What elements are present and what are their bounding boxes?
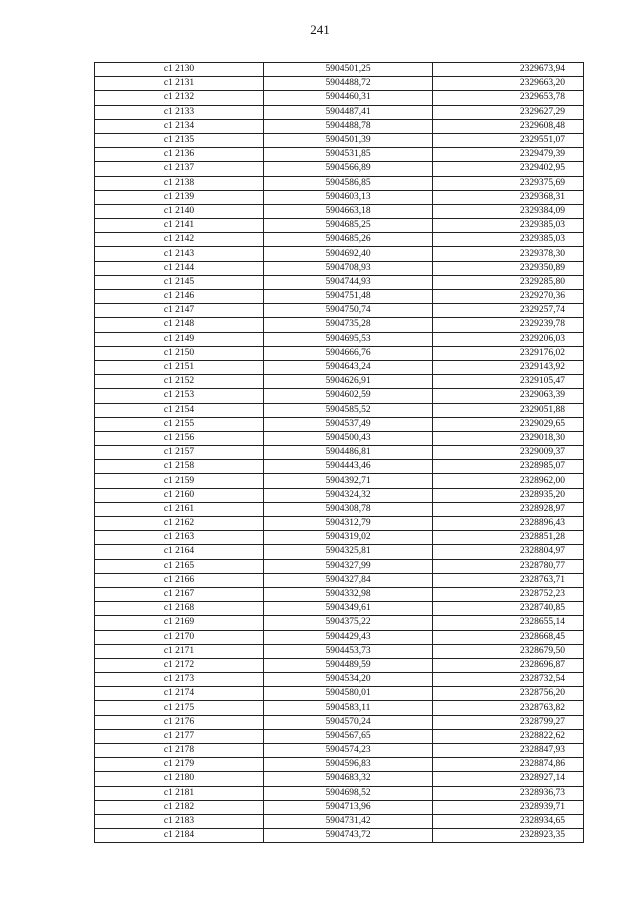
table-row [95,786,584,800]
y-coordinate-cell: 2329143,92 [433,360,584,374]
y-coordinate-cell: 2328756,20 [433,687,584,701]
y-coordinate-cell: 2328822,62 [433,729,584,743]
table-row [95,417,584,431]
y-coordinate-cell: 2329063,39 [433,389,584,403]
y-coordinate-cell: 2329105,47 [433,375,584,389]
y-coordinate-cell: 2328935,20 [433,488,584,502]
table-row [95,162,584,176]
table-row [95,644,584,658]
point-id-cell: c1 2142 [95,233,264,247]
table-row [95,332,584,346]
table-row [95,602,584,616]
x-coordinate-cell: 5904683,32 [264,772,433,786]
table-row [95,616,584,630]
x-coordinate-cell: 5904501,25 [264,63,433,77]
point-id-cell: c1 2134 [95,119,264,133]
table-row [95,701,584,715]
point-id-cell: c1 2130 [95,63,264,77]
y-coordinate-cell: 2329368,31 [433,190,584,204]
table-row [95,389,584,403]
x-coordinate-cell: 5904698,52 [264,786,433,800]
x-coordinate-cell: 5904580,01 [264,687,433,701]
point-id-cell: c1 2140 [95,204,264,218]
x-coordinate-cell: 5904392,71 [264,474,433,488]
y-coordinate-cell: 2329206,03 [433,332,584,346]
y-coordinate-cell: 2328847,93 [433,744,584,758]
y-coordinate-cell: 2328934,65 [433,814,584,828]
table-row [95,687,584,701]
table-row [95,375,584,389]
point-id-cell: c1 2159 [95,474,264,488]
point-id-cell: c1 2181 [95,786,264,800]
table-row [95,77,584,91]
y-coordinate-cell: 2329350,89 [433,261,584,275]
x-coordinate-cell: 5904443,46 [264,460,433,474]
x-coordinate-cell: 5904489,59 [264,658,433,672]
point-id-cell: c1 2145 [95,275,264,289]
point-id-cell: c1 2141 [95,219,264,233]
x-coordinate-cell: 5904312,79 [264,517,433,531]
point-id-cell: c1 2153 [95,389,264,403]
x-coordinate-cell: 5904534,20 [264,673,433,687]
x-coordinate-cell: 5904488,72 [264,77,433,91]
point-id-cell: c1 2148 [95,318,264,332]
table-row [95,360,584,374]
point-id-cell: c1 2183 [95,814,264,828]
y-coordinate-cell: 2329551,07 [433,133,584,147]
y-coordinate-cell: 2328763,71 [433,573,584,587]
table-row [95,559,584,573]
y-coordinate-cell: 2329479,39 [433,148,584,162]
point-id-cell: c1 2167 [95,587,264,601]
table-row [95,573,584,587]
point-id-cell: c1 2135 [95,133,264,147]
x-coordinate-cell: 5904570,24 [264,715,433,729]
y-coordinate-cell: 2329385,03 [433,219,584,233]
table-row [95,715,584,729]
y-coordinate-cell: 2328668,45 [433,630,584,644]
table-row [95,744,584,758]
x-coordinate-cell: 5904685,25 [264,219,433,233]
table-row [95,431,584,445]
x-coordinate-cell: 5904332,98 [264,587,433,601]
table-row [95,91,584,105]
point-id-cell: c1 2132 [95,91,264,105]
y-coordinate-cell: 2329608,48 [433,119,584,133]
y-coordinate-cell: 2329009,37 [433,446,584,460]
x-coordinate-cell: 5904643,24 [264,360,433,374]
x-coordinate-cell: 5904735,28 [264,318,433,332]
table-row [95,290,584,304]
x-coordinate-cell: 5904487,41 [264,105,433,119]
y-coordinate-cell: 2329285,80 [433,275,584,289]
y-coordinate-cell: 2328799,27 [433,715,584,729]
table-row [95,474,584,488]
y-coordinate-cell: 2328679,50 [433,644,584,658]
x-coordinate-cell: 5904308,78 [264,502,433,516]
x-coordinate-cell: 5904750,74 [264,304,433,318]
table-row [95,829,584,843]
y-coordinate-cell: 2328923,35 [433,829,584,843]
table-row [95,587,584,601]
x-coordinate-cell: 5904663,18 [264,204,433,218]
point-id-cell: c1 2138 [95,176,264,190]
table-row [95,119,584,133]
table-row [95,630,584,644]
y-coordinate-cell: 2328985,07 [433,460,584,474]
x-coordinate-cell: 5904583,11 [264,701,433,715]
point-id-cell: c1 2156 [95,431,264,445]
y-coordinate-cell: 2329029,65 [433,417,584,431]
y-coordinate-cell: 2329270,36 [433,290,584,304]
x-coordinate-cell: 5904744,93 [264,275,433,289]
point-id-cell: c1 2182 [95,800,264,814]
point-id-cell: c1 2160 [95,488,264,502]
point-id-cell: c1 2173 [95,673,264,687]
point-id-cell: c1 2169 [95,616,264,630]
y-coordinate-cell: 2328874,86 [433,758,584,772]
point-id-cell: c1 2137 [95,162,264,176]
table-row [95,148,584,162]
y-coordinate-cell: 2328752,23 [433,587,584,601]
x-coordinate-cell: 5904743,72 [264,829,433,843]
x-coordinate-cell: 5904501,39 [264,133,433,147]
y-coordinate-cell: 2328851,28 [433,531,584,545]
x-coordinate-cell: 5904574,23 [264,744,433,758]
table-row [95,219,584,233]
x-coordinate-cell: 5904685,26 [264,233,433,247]
coordinates-table-body [95,63,584,843]
point-id-cell: c1 2170 [95,630,264,644]
x-coordinate-cell: 5904751,48 [264,290,433,304]
point-id-cell: c1 2180 [95,772,264,786]
table-row [95,105,584,119]
point-id-cell: c1 2136 [95,148,264,162]
x-coordinate-cell: 5904596,83 [264,758,433,772]
point-id-cell: c1 2150 [95,346,264,360]
table-row [95,446,584,460]
point-id-cell: c1 2143 [95,247,264,261]
table-row [95,658,584,672]
table-row [95,758,584,772]
point-id-cell: c1 2164 [95,545,264,559]
x-coordinate-cell: 5904327,84 [264,573,433,587]
point-id-cell: c1 2158 [95,460,264,474]
point-id-cell: c1 2166 [95,573,264,587]
table-row [95,176,584,190]
table-row [95,261,584,275]
point-id-cell: c1 2168 [95,602,264,616]
point-id-cell: c1 2177 [95,729,264,743]
y-coordinate-cell: 2328655,14 [433,616,584,630]
table-row [95,204,584,218]
point-id-cell: c1 2165 [95,559,264,573]
table-row [95,133,584,147]
point-id-cell: c1 2146 [95,290,264,304]
point-id-cell: c1 2178 [95,744,264,758]
table-row [95,233,584,247]
x-coordinate-cell: 5904585,52 [264,403,433,417]
point-id-cell: c1 2147 [95,304,264,318]
point-id-cell: c1 2133 [95,105,264,119]
x-coordinate-cell: 5904537,49 [264,417,433,431]
table-row [95,318,584,332]
point-id-cell: c1 2176 [95,715,264,729]
coordinates-table [94,62,584,843]
table-row [95,488,584,502]
x-coordinate-cell: 5904327,99 [264,559,433,573]
y-coordinate-cell: 2329663,20 [433,77,584,91]
x-coordinate-cell: 5904626,91 [264,375,433,389]
x-coordinate-cell: 5904708,93 [264,261,433,275]
point-id-cell: c1 2172 [95,658,264,672]
point-id-cell: c1 2174 [95,687,264,701]
point-id-cell: c1 2152 [95,375,264,389]
y-coordinate-cell: 2328927,14 [433,772,584,786]
table-row [95,346,584,360]
table-row [95,460,584,474]
table-row [95,517,584,531]
y-coordinate-cell: 2329384,09 [433,204,584,218]
y-coordinate-cell: 2328936,73 [433,786,584,800]
x-coordinate-cell: 5904460,31 [264,91,433,105]
point-id-cell: c1 2144 [95,261,264,275]
y-coordinate-cell: 2328780,77 [433,559,584,573]
y-coordinate-cell: 2329239,78 [433,318,584,332]
y-coordinate-cell: 2328896,43 [433,517,584,531]
x-coordinate-cell: 5904731,42 [264,814,433,828]
table-row [95,531,584,545]
table-row [95,545,584,559]
point-id-cell: c1 2139 [95,190,264,204]
x-coordinate-cell: 5904586,85 [264,176,433,190]
y-coordinate-cell: 2328732,54 [433,673,584,687]
x-coordinate-cell: 5904567,65 [264,729,433,743]
point-id-cell: c1 2149 [95,332,264,346]
point-id-cell: c1 2179 [95,758,264,772]
x-coordinate-cell: 5904500,43 [264,431,433,445]
table-row [95,403,584,417]
x-coordinate-cell: 5904325,81 [264,545,433,559]
y-coordinate-cell: 2328763,82 [433,701,584,715]
table-row [95,304,584,318]
x-coordinate-cell: 5904603,13 [264,190,433,204]
x-coordinate-cell: 5904531,85 [264,148,433,162]
x-coordinate-cell: 5904486,81 [264,446,433,460]
y-coordinate-cell: 2328740,85 [433,602,584,616]
x-coordinate-cell: 5904602,59 [264,389,433,403]
table-row [95,772,584,786]
y-coordinate-cell: 2328928,97 [433,502,584,516]
point-id-cell: c1 2131 [95,77,264,91]
table-row [95,800,584,814]
x-coordinate-cell: 5904453,73 [264,644,433,658]
y-coordinate-cell: 2329653,78 [433,91,584,105]
table-row [95,673,584,687]
table-row [95,502,584,516]
point-id-cell: c1 2154 [95,403,264,417]
x-coordinate-cell: 5904566,89 [264,162,433,176]
x-coordinate-cell: 5904666,76 [264,346,433,360]
y-coordinate-cell: 2328962,00 [433,474,584,488]
point-id-cell: c1 2151 [95,360,264,374]
y-coordinate-cell: 2329673,94 [433,63,584,77]
table-row [95,729,584,743]
table-row [95,190,584,204]
y-coordinate-cell: 2329378,30 [433,247,584,261]
point-id-cell: c1 2162 [95,517,264,531]
point-id-cell: c1 2175 [95,701,264,715]
table-row [95,247,584,261]
y-coordinate-cell: 2329375,69 [433,176,584,190]
point-id-cell: c1 2155 [95,417,264,431]
y-coordinate-cell: 2329385,03 [433,233,584,247]
y-coordinate-cell: 2328939,71 [433,800,584,814]
y-coordinate-cell: 2329627,29 [433,105,584,119]
y-coordinate-cell: 2329402,95 [433,162,584,176]
x-coordinate-cell: 5904429,43 [264,630,433,644]
y-coordinate-cell: 2328804,97 [433,545,584,559]
table-row [95,814,584,828]
table-row [95,63,584,77]
y-coordinate-cell: 2329257,74 [433,304,584,318]
y-coordinate-cell: 2328696,87 [433,658,584,672]
x-coordinate-cell: 5904692,40 [264,247,433,261]
x-coordinate-cell: 5904375,22 [264,616,433,630]
y-coordinate-cell: 2329176,02 [433,346,584,360]
point-id-cell: c1 2171 [95,644,264,658]
table-row [95,275,584,289]
x-coordinate-cell: 5904713,96 [264,800,433,814]
x-coordinate-cell: 5904319,02 [264,531,433,545]
page-number: 241 [310,22,330,37]
point-id-cell: c1 2184 [95,829,264,843]
point-id-cell: c1 2157 [95,446,264,460]
x-coordinate-cell: 5904695,53 [264,332,433,346]
x-coordinate-cell: 5904349,61 [264,602,433,616]
x-coordinate-cell: 5904488,78 [264,119,433,133]
point-id-cell: c1 2163 [95,531,264,545]
x-coordinate-cell: 5904324,32 [264,488,433,502]
y-coordinate-cell: 2329018,30 [433,431,584,445]
y-coordinate-cell: 2329051,88 [433,403,584,417]
point-id-cell: c1 2161 [95,502,264,516]
